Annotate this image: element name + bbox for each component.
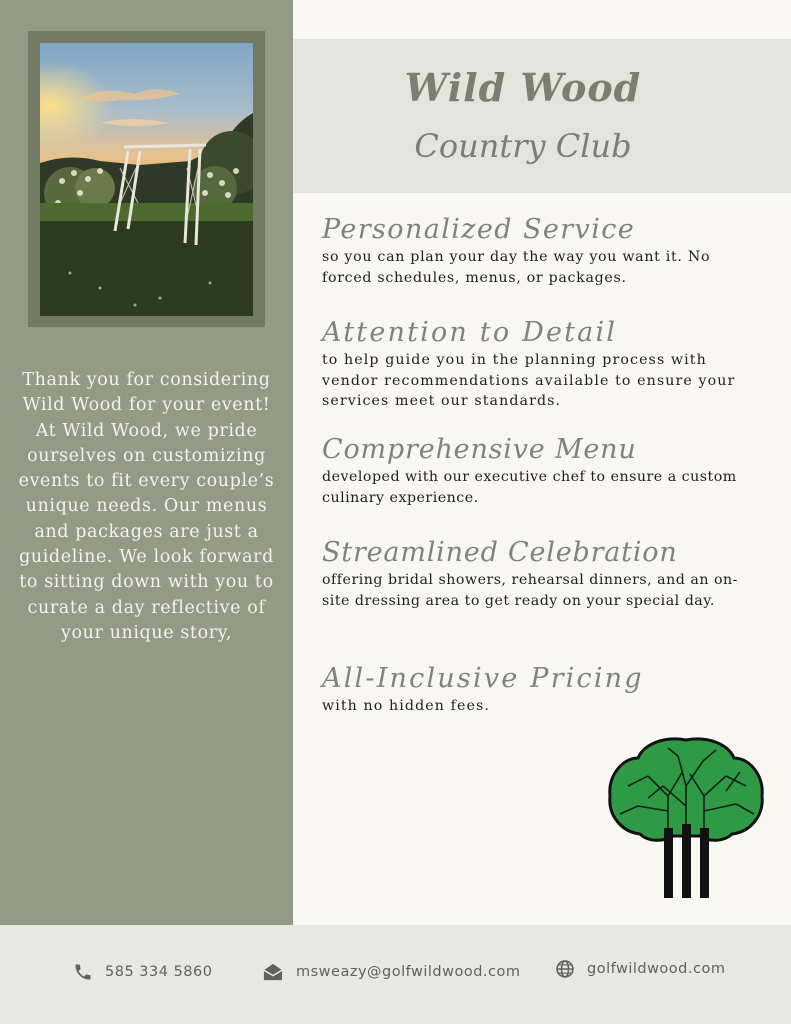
feature-heading: Comprehensive Menu <box>322 434 637 465</box>
feature-heading: Personalized Service <box>322 214 636 245</box>
phone-number: 585 334 5860 <box>105 964 213 980</box>
photo-frame <box>28 31 265 327</box>
envelope-icon <box>262 962 284 982</box>
globe-icon <box>555 959 575 979</box>
contact-phone[interactable] <box>73 962 212 982</box>
feature-body: to help guide you in the planning process with vendor recommendations available to ensure your services meet our standards. <box>322 352 736 409</box>
sidebar <box>0 0 293 925</box>
website-url: golfwildwood.com <box>587 961 726 977</box>
feature-body: with no hidden fees. <box>322 698 490 714</box>
email-address: msweazy@golfwildwood.com <box>296 964 521 980</box>
feature-attention-to-detail <box>322 316 762 412</box>
contact-email[interactable] <box>262 962 521 982</box>
feature-heading: All-Inclusive Pricing <box>322 663 644 694</box>
page-subtitle: Country Club <box>414 127 632 165</box>
feature-body: offering bridal showers, rehearsal dinners, and an on-site dressing area to get ready on your special day. <box>322 572 738 609</box>
feature-streamlined-celebration <box>322 536 762 611</box>
feature-personalized-service <box>322 213 762 288</box>
feature-comprehensive-menu <box>322 433 762 508</box>
tree-logo <box>608 736 764 902</box>
feature-heading: Streamlined Celebration <box>322 537 678 568</box>
venue-photo <box>40 43 253 316</box>
feature-body: so you can plan your day the way you want it. No forced schedules, menus, or packages. <box>322 249 711 286</box>
feature-heading: Attention to Detail <box>322 317 618 348</box>
feature-all-inclusive-pricing <box>322 662 762 717</box>
intro-text: Thank you for considering Wild Wood for your event! At Wild Wood, we pride ourselves on customizing events to fit every couple’s unique needs. Our menus and packages are just a guideline. We look forward to sitting down with you to curate a day reflective of your unique story, <box>18 370 275 643</box>
page-title: Wild Wood <box>404 65 642 110</box>
feature-body: developed with our executive chef to ensure a custom culinary experience. <box>322 469 737 506</box>
contact-website[interactable] <box>555 959 725 979</box>
title-band <box>293 39 791 193</box>
footer <box>0 925 791 1024</box>
phone-icon <box>73 962 93 982</box>
